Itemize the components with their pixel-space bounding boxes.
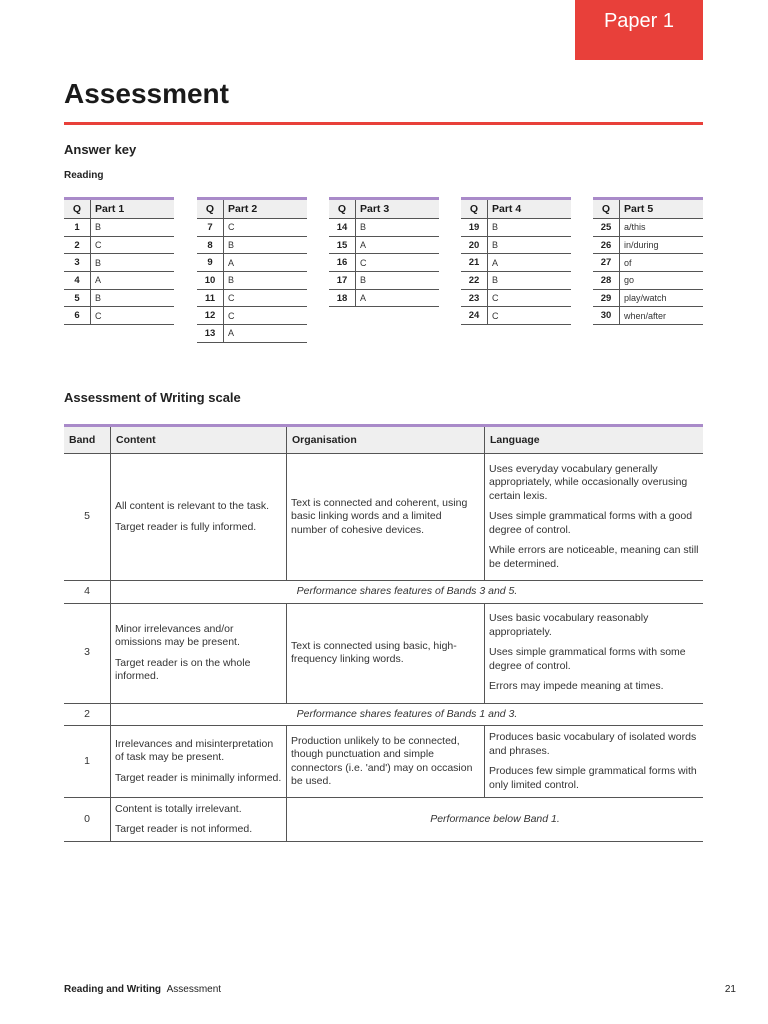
table-row: 15 A [329,236,439,254]
table-row: 13 A [197,325,307,343]
organisation-header: Organisation [287,426,485,454]
title-rule [64,122,703,125]
table-row: 14 B [329,219,439,237]
table-row: 20 B [461,236,571,254]
answer-key-heading: Answer key [64,142,137,157]
part-header: Part 1 [91,199,175,219]
content-cell: Irrelevances and misinterpretation of task may be present. Target reader is minimally informed. [111,726,287,798]
answer-table-part-2 [197,197,307,343]
table-row: 8 B [197,236,307,254]
shared-features-cell: Performance shares features of Bands 3 and 5. [111,581,704,604]
language-header: Language [485,426,704,454]
table-row: 26 in/during [593,236,703,254]
part-header: Part 3 [356,199,440,219]
band-number: 2 [64,703,111,726]
q-header: Q [64,199,91,219]
q-header: Q [461,199,488,219]
table-row: 1 B [64,219,174,237]
table-row: 24 C [461,307,571,325]
organisation-cell: Production unlikely to be connected, though punctuation and simple connectors (i.e. 'and') may on occasion be used. [287,726,485,798]
table-row: 27 of [593,254,703,272]
writing-scale-heading: Assessment of Writing scale [64,390,241,405]
band-number: 5 [64,454,111,581]
table-row [64,726,703,798]
table-row: 25 a/this [593,219,703,237]
part-header: Part 2 [224,199,308,219]
table-row: 11 C [197,289,307,307]
language-cell: Produces basic vocabulary of isolated words and phrases. Produces few simple grammatical forms with only limited control. [485,726,704,798]
table-row: 16 C [329,254,439,272]
band-number: 3 [64,603,111,703]
band-number: 0 [64,798,111,842]
table-row: 19 B [461,219,571,237]
table-row: 28 go [593,272,703,290]
table-row [64,581,703,604]
table-row: 21 A [461,254,571,272]
answer-table-part-1 [64,197,174,325]
band-number: 4 [64,581,111,604]
table-row [64,603,703,703]
band-number: 1 [64,726,111,798]
organisation-cell: Text is connected using basic, high-frequency linking words. [287,603,485,703]
page-title: Assessment [64,78,229,109]
writing-scale-table [64,424,703,842]
answer-table-part-5 [593,197,703,325]
footer-section [64,984,221,995]
part-header: Part 4 [488,199,572,219]
table-row: 4 A [64,272,174,290]
shared-features-cell: Performance shares features of Bands 1 and 3. [111,703,704,726]
language-cell: Uses basic vocabulary reasonably appropriately. Uses simple grammatical forms with some degree of control. Errors may impede meaning at times. [485,603,704,703]
content-header: Content [111,426,287,454]
language-cell: Uses everyday vocabulary generally appropriately, while occasionally overusing certain lexis. Uses simple grammatical forms with a good degree of control. While errors are noticeable, meaning can still be determined. [485,454,704,581]
table-row: 3 B [64,254,174,272]
table-row: 30 when/after [593,307,703,325]
content-cell: Minor irrelevances and/or omissions may be present. Target reader is on the whole informed. [111,603,287,703]
table-row: 5 B [64,289,174,307]
band-header: Band [64,426,111,454]
table-row: 29 play/watch [593,289,703,307]
reading-heading: Reading [64,170,104,181]
q-header: Q [329,199,356,219]
footer-subsection: Assessment [166,984,222,995]
table-row: 12 C [197,307,307,325]
answer-table-part-4 [461,197,571,325]
table-row [64,798,703,842]
answer-table-part-3 [329,197,439,307]
q-header: Q [593,199,620,219]
organisation-cell: Text is connected and coherent, using basic linking words and a limited number of cohesive devices. [287,454,485,581]
table-row: 23 C [461,289,571,307]
table-row: 6 C [64,307,174,325]
page-number: 21 [724,984,736,995]
table-row: 9 A [197,254,307,272]
table-row: 17 B [329,272,439,290]
content-cell: Content is totally irrelevant. Target reader is not informed. [111,798,287,842]
content-cell: All content is relevant to the task. Target reader is fully informed. [111,454,287,581]
footer-section-title: Reading and Writing [64,984,162,995]
performance-below-cell: Performance below Band 1. [287,798,704,842]
table-row: 18 A [329,289,439,307]
table-row [64,454,703,581]
table-row: 7 C [197,219,307,237]
table-row: 10 B [197,272,307,290]
q-header: Q [197,199,224,219]
table-row: 2 C [64,236,174,254]
table-row: 22 B [461,272,571,290]
paper-tab: Paper 1 [575,0,703,60]
table-row [64,703,703,726]
part-header: Part 5 [620,199,704,219]
